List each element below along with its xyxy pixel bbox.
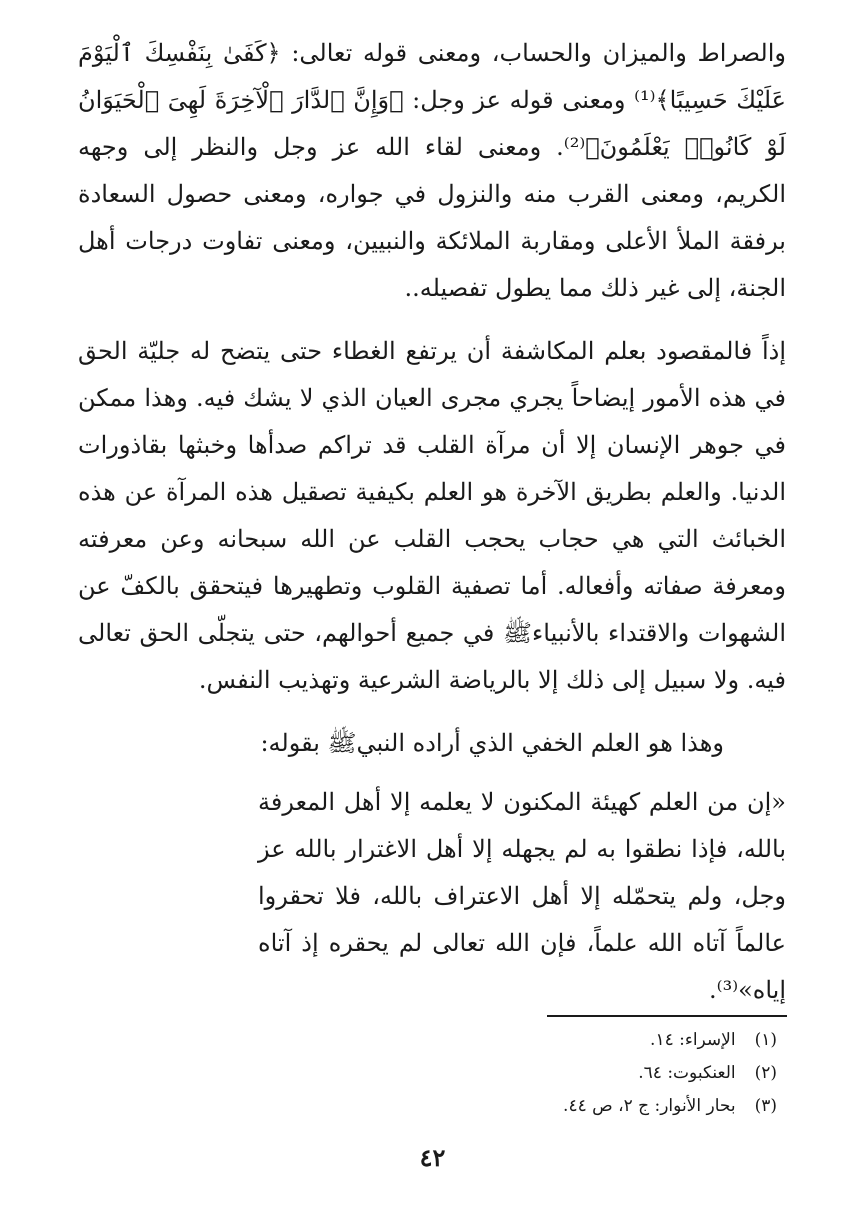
footnote-item [563,1024,777,1057]
body-paragraph: إذاً فالمقصود بعلم المكاشفة أن يرتفع الغطاء حتى يتضح له جليّة الحق في هذه الأمور إيضاحاً يجري مجرى العيان الذي لا يشك فيه. وهذا ممكن في جوهر الإنسان إلا أن مرآة القلب قد تراكم صدأها وخبثها بقاذورات الدنيا. والعلم بطريق الآخرة هو العلم بكيفية تصقيل هذه المرآة عن هذه الخبائث التي هي حجاب يحجب القلب عن الله سبحانه وعن معرفته ومعرفة صفاته وأفعاله. أما تصفية القلوب وتطهيرها فيتحقق بالكفّ عن الشهوات والاقتداء بالأنبياءﷺ في جميع أحوالهم، حتى يتجلّى الحق تعالى فيه. ولا سبيل إلى ذلك إلا بالرياضة الشرعية وتهذيب النفس. [78,337,787,694]
body-paragraph: والصراط والميزان والحساب، ومعنى قوله تعالى: ﴿كَفَىٰ بِنَفْسِكَ ٱلْيَوْمَ عَلَيْكَ حَسِيبًا﴾⁽¹⁾ ومعنى قوله عز وجل: ﴿وَإِنَّ ٱلدَّارَ ٱلْآخِرَةَ لَهِىَ ٱلْحَيَوَانُ لَوْ كَانُوا۟ يَعْلَمُونَ﴾⁽²⁾. ومعنى لقاء الله عز وجل والنظر إلى وجهه الكريم، ومعنى القرب منه والنزول في جواره، ومعنى حصول السعادة برفقة الملأ الأعلى ومقاربة الملائكة والنبيين، ومعنى تفاوت درجات أهل الجنة، إلى غير ذلك مما يطول تفصيله.. [78,39,786,302]
page-body [78,30,786,1014]
footnote-number: (٣) [754,1096,777,1116]
footnotes [563,1024,777,1123]
footnote-item [563,1057,777,1090]
footnote-text: بحار الأنوار: ج ٢، ص ٤٤. [563,1096,736,1116]
hadith-quote: «إن من العلم كهيئة المكنون لا يعلمه إلا أهل المعرفة بالله، فإذا نطقوا به لم يجهله إلا أهل الاغترار بالله عز وجل، ولم يتحمّله إلا أهل الاعتراف بالله، فلا تحقروا عالماً آتاه الله علماً، فإن الله تعالى لم يحقره إذ آتاه إياه»⁽³⁾. [258,788,786,1004]
footnote-text: الإسراء: ١٤. [650,1030,736,1050]
footnote-divider [547,1015,787,1017]
hadith-intro: وهذا هو العلم الخفي الذي أراده النبيﷺ بقوله: [260,729,724,757]
page-number: ٤٢ [419,1143,446,1172]
footnote-number: (٢) [754,1063,777,1083]
footnote-number: (١) [754,1030,777,1050]
footnote-text: العنكبوت: ٦٤. [638,1063,736,1083]
footnote-item [563,1090,777,1123]
